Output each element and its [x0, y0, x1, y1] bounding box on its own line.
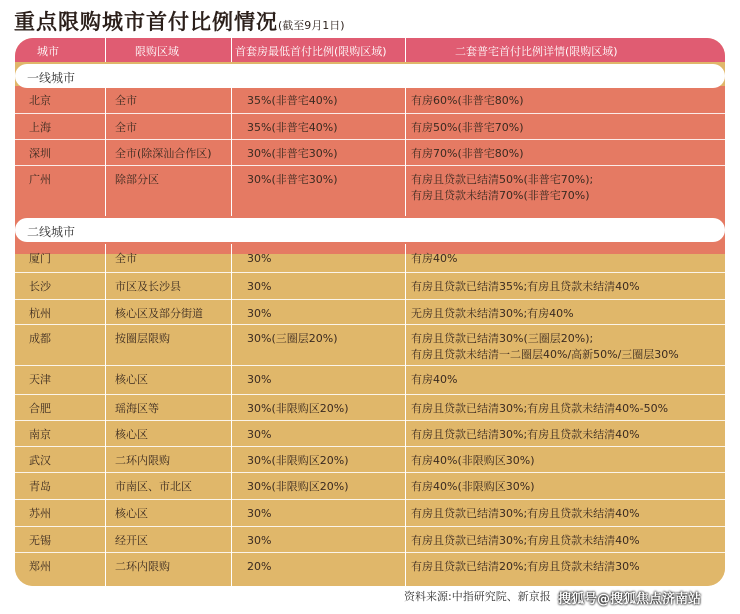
column-divider [105, 244, 106, 586]
group-label-text: 二线城市 [27, 225, 76, 239]
cell-area: 市区及长沙县 [115, 280, 181, 293]
cell-area: 全市 [115, 94, 137, 107]
cell-second-home: 有房且贷款已结清50%(非普宅70%); [411, 173, 594, 186]
cell-first-home: 30%(非限购区20%) [247, 454, 349, 467]
row-divider [15, 472, 725, 473]
cell-second-home: 有房且贷款未结清70%(非普宅70%) [411, 189, 590, 202]
cell-second-home: 有房且贷款已结清20%;有房且贷款未结清30% [411, 560, 640, 573]
cell-first-home: 35%(非普宅40%) [247, 94, 338, 107]
cell-second-home: 有房且贷款已结清30%;有房且贷款未结清40%-50% [411, 402, 669, 415]
column-divider [405, 86, 406, 216]
table-header [15, 38, 725, 62]
header-city: 城市 [37, 45, 59, 58]
cell-city: 无锡 [29, 534, 51, 547]
row-divider [15, 299, 725, 300]
cell-area: 瑶海区等 [115, 402, 159, 415]
header-divider [405, 38, 406, 62]
group-label-tier1 [15, 64, 725, 88]
cell-first-home: 30% [247, 280, 272, 293]
row-divider [15, 139, 725, 140]
row-divider [15, 272, 725, 273]
header-divider [105, 38, 106, 62]
cell-first-home: 30%(非普宅30%) [247, 173, 338, 186]
cell-second-home: 有房且贷款已结清35%;有房且贷款未结清40% [411, 280, 640, 293]
cell-area: 核心区 [115, 507, 148, 520]
page-title [14, 6, 345, 36]
row-divider [15, 165, 725, 166]
cell-city: 合肥 [29, 402, 51, 415]
cell-second-home: 有房60%(非普宅80%) [411, 94, 524, 107]
cell-city: 上海 [29, 121, 51, 134]
cell-area: 核心区 [115, 373, 148, 386]
cell-city: 苏州 [29, 507, 51, 520]
cell-second-home: 有房50%(非普宅70%) [411, 121, 524, 134]
title-text: 重点限购城市首付比例情况 [14, 10, 278, 34]
row-divider [15, 420, 725, 421]
cell-area: 全市 [115, 121, 137, 134]
cell-area: 二环内限购 [115, 454, 170, 467]
title-date-note: (截至9月1日) [278, 19, 345, 32]
cell-area: 市南区、市北区 [115, 480, 192, 493]
cell-area: 二环内限购 [115, 560, 170, 573]
cell-city: 南京 [29, 428, 51, 441]
cell-city: 杭州 [29, 307, 51, 320]
cell-area: 核心区 [115, 428, 148, 441]
cell-second-home: 有房且贷款已结清30%(三圈层20%); [411, 332, 594, 345]
cell-second-home: 无房且贷款未结清30%;有房40% [411, 307, 574, 320]
cell-first-home: 30%(非限购区20%) [247, 480, 349, 493]
cell-first-home: 30% [247, 373, 272, 386]
cell-first-home: 30%(三圈层20%) [247, 332, 338, 345]
cell-first-home: 30%(非限购区20%) [247, 402, 349, 415]
cell-second-home: 有房且贷款已结清30%;有房且贷款未结清40% [411, 428, 640, 441]
cell-city: 北京 [29, 94, 51, 107]
row-divider [15, 499, 725, 500]
cell-second-home: 有房40%(非限购区30%) [411, 480, 535, 493]
column-divider [405, 244, 406, 586]
column-divider [231, 244, 232, 586]
cell-city: 广州 [29, 173, 51, 186]
cell-area: 按圈层限购 [115, 332, 170, 345]
row-divider [15, 526, 725, 527]
cell-first-home: 30% [247, 307, 272, 320]
watermark: 搜狐号@搜狐焦点济南站 [558, 592, 702, 607]
column-divider [105, 86, 106, 216]
row-divider [15, 394, 725, 395]
cell-second-home: 有房40%(非限购区30%) [411, 454, 535, 467]
row-divider [15, 365, 725, 366]
cell-first-home: 30% [247, 252, 272, 265]
cell-area: 全市(除深汕合作区) [115, 147, 212, 160]
cell-first-home: 35%(非普宅40%) [247, 121, 338, 134]
cell-city: 郑州 [29, 560, 51, 573]
row-divider [15, 552, 725, 553]
cell-first-home: 20% [247, 560, 272, 573]
cell-city: 武汉 [29, 454, 51, 467]
table-card [15, 38, 725, 586]
cell-city: 天津 [29, 373, 51, 386]
cell-second-home: 有房70%(非普宅80%) [411, 147, 524, 160]
cell-first-home: 30% [247, 534, 272, 547]
group-label-text: 一线城市 [27, 71, 76, 85]
cell-area: 全市 [115, 252, 137, 265]
cell-city: 长沙 [29, 280, 51, 293]
cell-first-home: 30% [247, 507, 272, 520]
cell-first-home: 30%(非普宅30%) [247, 147, 338, 160]
cell-city: 深圳 [29, 147, 51, 160]
header-divider [231, 38, 232, 62]
cell-second-home: 有房且贷款已结清30%;有房且贷款未结清40% [411, 507, 640, 520]
cell-second-home: 有房40% [411, 373, 458, 386]
header-second-home: 二套普宅首付比例详情(限购区域) [455, 45, 618, 58]
cell-second-home: 有房40% [411, 252, 458, 265]
cell-city: 成都 [29, 332, 51, 345]
header-area: 限购区域 [135, 45, 179, 58]
cell-second-home: 有房且贷款未结清一二圈层40%/高新50%/三圈层30% [411, 348, 679, 361]
source-note: 资料来源:中指研究院、新京报 [404, 590, 551, 603]
cell-area: 经开区 [115, 534, 148, 547]
row-divider [15, 324, 725, 325]
header-first-home: 首套房最低首付比例(限购区域) [235, 45, 387, 58]
cell-area: 核心区及部分街道 [115, 307, 203, 320]
cell-city: 厦门 [29, 252, 51, 265]
cell-first-home: 30% [247, 428, 272, 441]
cell-second-home: 有房且贷款已结清30%;有房且贷款未结清40% [411, 534, 640, 547]
row-divider [15, 113, 725, 114]
row-divider [15, 446, 725, 447]
cell-city: 青岛 [29, 480, 51, 493]
cell-area: 除部分区 [115, 173, 159, 186]
column-divider [231, 86, 232, 216]
group-label-tier2 [15, 218, 725, 242]
